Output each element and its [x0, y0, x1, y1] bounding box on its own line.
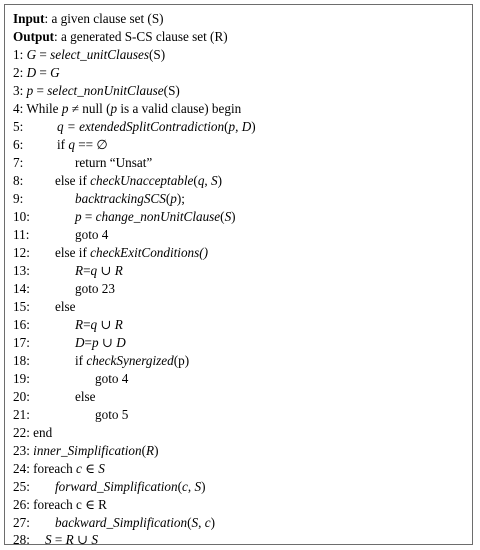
- algorithm-token: ): [210, 515, 215, 530]
- algorithm-token: p: [61, 101, 69, 116]
- line-18: [13, 353, 30, 369]
- algorithm-token: G: [26, 47, 37, 62]
- algorithm-token: ): [201, 479, 206, 494]
- algorithm-token: (S): [149, 47, 166, 62]
- algorithm-token: q: [68, 137, 75, 152]
- algorithm-token: inner_Simplification: [33, 443, 142, 458]
- line-21: [13, 407, 30, 423]
- line-7: [13, 155, 23, 171]
- algorithm-token: else: [75, 389, 96, 404]
- algorithm-token: R: [114, 263, 123, 278]
- line-21-text: [95, 407, 128, 423]
- algorithm-token: 6:: [13, 137, 24, 152]
- algorithm-token: goto 4: [95, 371, 129, 386]
- algorithm-token: S: [98, 461, 105, 476]
- algorithm-token: change_nonUnitClause: [95, 209, 221, 224]
- algorithm-token: q: [90, 317, 98, 332]
- algorithm-token: p: [228, 119, 236, 134]
- algorithm-token: S: [91, 532, 98, 547]
- algorithm-token: else if: [55, 245, 91, 260]
- algorithm-token: q: [197, 173, 205, 188]
- line-22: [13, 425, 52, 441]
- algorithm-token: q = extendedSplitContradiction: [57, 119, 225, 134]
- algorithm-token: 12:: [13, 245, 30, 260]
- algorithm-token: );: [176, 191, 185, 206]
- algorithm-token: else: [55, 299, 76, 314]
- line-13-text: [75, 263, 123, 279]
- algorithm-token: 25:: [13, 479, 30, 494]
- algorithm-token: is a valid clause) begin: [117, 101, 242, 116]
- algorithm-token: (S): [163, 83, 180, 98]
- output-label: Output: [13, 29, 55, 44]
- line-13: [13, 263, 30, 279]
- algorithm-token: c: [182, 479, 188, 494]
- line-5: [13, 119, 23, 135]
- line-10: [13, 209, 30, 225]
- algorithm-token: ): [154, 443, 159, 458]
- algorithm-token: R: [146, 443, 155, 458]
- algorithm-token: ,: [187, 479, 195, 494]
- algorithm-token: 16:: [13, 317, 30, 332]
- algorithm-token: goto 23: [75, 281, 115, 296]
- algorithm-token: (: [187, 515, 192, 530]
- algorithm-token: p: [170, 191, 177, 206]
- algorithm-token: ∪: [98, 335, 117, 350]
- algorithm-token: if: [75, 353, 87, 368]
- algorithm-token: D: [26, 65, 37, 80]
- algorithm-token: if: [57, 137, 69, 152]
- line-20: [13, 389, 30, 405]
- algorithm-token: =: [36, 47, 51, 62]
- algorithm-token: p: [91, 335, 99, 350]
- algorithm-token: ∪: [97, 317, 115, 332]
- line-2: [13, 65, 60, 81]
- line-12: [13, 245, 30, 261]
- algorithm-token: ,: [198, 515, 205, 530]
- algorithm-token: 14:: [13, 281, 30, 296]
- algorithm-token: ): [217, 173, 222, 188]
- algorithm-token: =: [83, 263, 91, 278]
- algorithm-token: D: [75, 335, 85, 350]
- algorithm-token: checkExitConditions(): [90, 245, 209, 260]
- algorithm-token: 5:: [13, 119, 24, 134]
- algorithm-token: D: [241, 119, 252, 134]
- algorithm-token: S: [194, 479, 202, 494]
- line-6-text: [57, 137, 108, 153]
- line-3: [13, 83, 180, 99]
- algorithm-token: R: [75, 263, 84, 278]
- line-6: [13, 137, 23, 153]
- line-19-text: [95, 371, 128, 387]
- algorithm-token: D: [116, 335, 126, 350]
- algorithm-token: ,: [235, 119, 242, 134]
- algorithm-token: =: [36, 65, 51, 80]
- algorithm-token: 15:: [13, 299, 30, 314]
- line-8-text: [55, 173, 222, 189]
- algorithm-token: =: [81, 209, 96, 224]
- algorithm-token: R: [75, 317, 84, 332]
- algorithm-token: == ∅: [74, 137, 108, 152]
- algorithm-token: (: [220, 209, 225, 224]
- line-26: [13, 497, 107, 513]
- algorithm-token: ): [251, 119, 256, 134]
- algorithm-token: 8:: [13, 173, 24, 188]
- line-28: [13, 532, 30, 548]
- algorithm-token: 11:: [13, 227, 30, 242]
- algorithm-token: checkUnacceptable: [90, 173, 194, 188]
- algorithm-token: =: [84, 335, 92, 350]
- algorithm-token: (: [141, 443, 146, 458]
- line-15-text: [55, 299, 76, 315]
- algorithm-token: S: [224, 209, 232, 224]
- line-8: [13, 173, 23, 189]
- line-14-text: [75, 281, 115, 297]
- line-16-text: [75, 317, 123, 333]
- algorithm-token: null (: [82, 101, 111, 116]
- algorithm-token: 7:: [13, 155, 24, 170]
- algorithm-token: ∈: [81, 461, 99, 476]
- line-17: [13, 335, 30, 351]
- algorithm-token: 19:: [13, 371, 30, 386]
- algorithm-token: q: [90, 263, 98, 278]
- algorithm-token: (: [177, 479, 183, 494]
- algorithm-token: 23:: [13, 443, 34, 458]
- algorithm-token: 20:: [13, 389, 30, 404]
- line-19: [13, 371, 30, 387]
- line-11-text: [75, 227, 108, 243]
- algorithm-token: 26: foreach c ∈ R: [13, 497, 107, 512]
- algorithm-box: [4, 4, 473, 545]
- line-18-text: [75, 353, 189, 369]
- algorithm-token: 4: While: [13, 101, 62, 116]
- line-27: [13, 515, 30, 531]
- algorithm-token: G: [50, 65, 60, 80]
- algorithm-token: (: [165, 191, 171, 206]
- algorithm-token: p: [75, 209, 82, 224]
- algorithm-token: select_unitClauses: [50, 47, 150, 62]
- algorithm-token: (: [193, 173, 198, 188]
- algorithm-token: 9:: [13, 191, 24, 206]
- algorithm-token: 28:: [13, 532, 30, 547]
- line-23: [13, 443, 158, 459]
- line-10-text: [75, 209, 236, 225]
- algorithm-token: =: [83, 317, 91, 332]
- algorithm-token: =: [33, 83, 48, 98]
- algorithm-token: 10:: [13, 209, 30, 224]
- line-11: [13, 227, 29, 243]
- algorithm-token: return “Unsat”: [75, 155, 153, 170]
- line-25-text: [55, 479, 205, 495]
- algorithm-token: 22: end: [13, 425, 53, 440]
- algorithm-token: backtrackingSCS: [75, 191, 166, 206]
- algorithm-token: (p): [173, 353, 190, 368]
- line-17-text: [75, 335, 126, 351]
- algorithm-token: 2:: [13, 65, 24, 80]
- algorithm-token: 1:: [13, 47, 24, 62]
- line-15: [13, 299, 30, 315]
- algorithm-token: =: [51, 532, 66, 547]
- algorithm-token: ): [231, 209, 236, 224]
- algorithm-token: 21:: [13, 407, 30, 422]
- algorithm-token: p: [26, 83, 34, 98]
- algorithm-token: 24: foreach: [13, 461, 76, 476]
- algorithm-token: 17:: [13, 335, 30, 350]
- algorithm-token: R: [65, 532, 74, 547]
- algorithm-token: forward_Simplification: [55, 479, 178, 494]
- algorithm-token: checkSynergized: [86, 353, 174, 368]
- line-12-text: [55, 245, 208, 261]
- algorithm-token: (: [224, 119, 229, 134]
- algorithm-token: S: [211, 173, 218, 188]
- line-9: [13, 191, 23, 207]
- line-7-text: [75, 155, 152, 171]
- line-9-text: [75, 191, 185, 207]
- input-text: : a given clause set (S): [44, 11, 164, 26]
- algorithm-token: R: [114, 317, 123, 332]
- algorithm-token: goto 5: [95, 407, 129, 422]
- line-28-text: [45, 532, 98, 548]
- output-text: : a generated S-CS clause set (R): [54, 29, 228, 44]
- algorithm-token: ∪: [73, 532, 92, 547]
- algorithm-token: 27:: [13, 515, 30, 530]
- algorithm-token: c: [75, 461, 82, 476]
- algorithm-token: S: [191, 515, 199, 530]
- line-14: [13, 281, 30, 297]
- algorithm-token: ≠: [68, 101, 83, 116]
- line-1: [13, 47, 165, 63]
- algorithm-token: 13:: [13, 263, 30, 278]
- input-label: Input: [13, 11, 45, 26]
- algorithm-token: backward_Simplification: [55, 515, 188, 530]
- line-5-text: [57, 119, 256, 135]
- line-4: [13, 101, 241, 117]
- algorithm-token: p: [110, 101, 118, 116]
- line-20-text: [75, 389, 96, 405]
- algorithm-token: ,: [204, 173, 211, 188]
- algorithm-token: S: [45, 532, 52, 547]
- output-line: [13, 29, 228, 45]
- line-24: [13, 461, 105, 477]
- line-25: [13, 479, 30, 495]
- algorithm-token: ∪: [97, 263, 115, 278]
- algorithm-token: 18:: [13, 353, 30, 368]
- line-27-text: [55, 515, 215, 531]
- algorithm-token: else if: [55, 173, 91, 188]
- algorithm-token: 3:: [13, 83, 24, 98]
- algorithm-token: c: [204, 515, 211, 530]
- algorithm-token: select_nonUnitClause: [47, 83, 164, 98]
- algorithm-token: goto 4: [75, 227, 109, 242]
- input-line: [13, 11, 164, 27]
- line-16: [13, 317, 30, 333]
